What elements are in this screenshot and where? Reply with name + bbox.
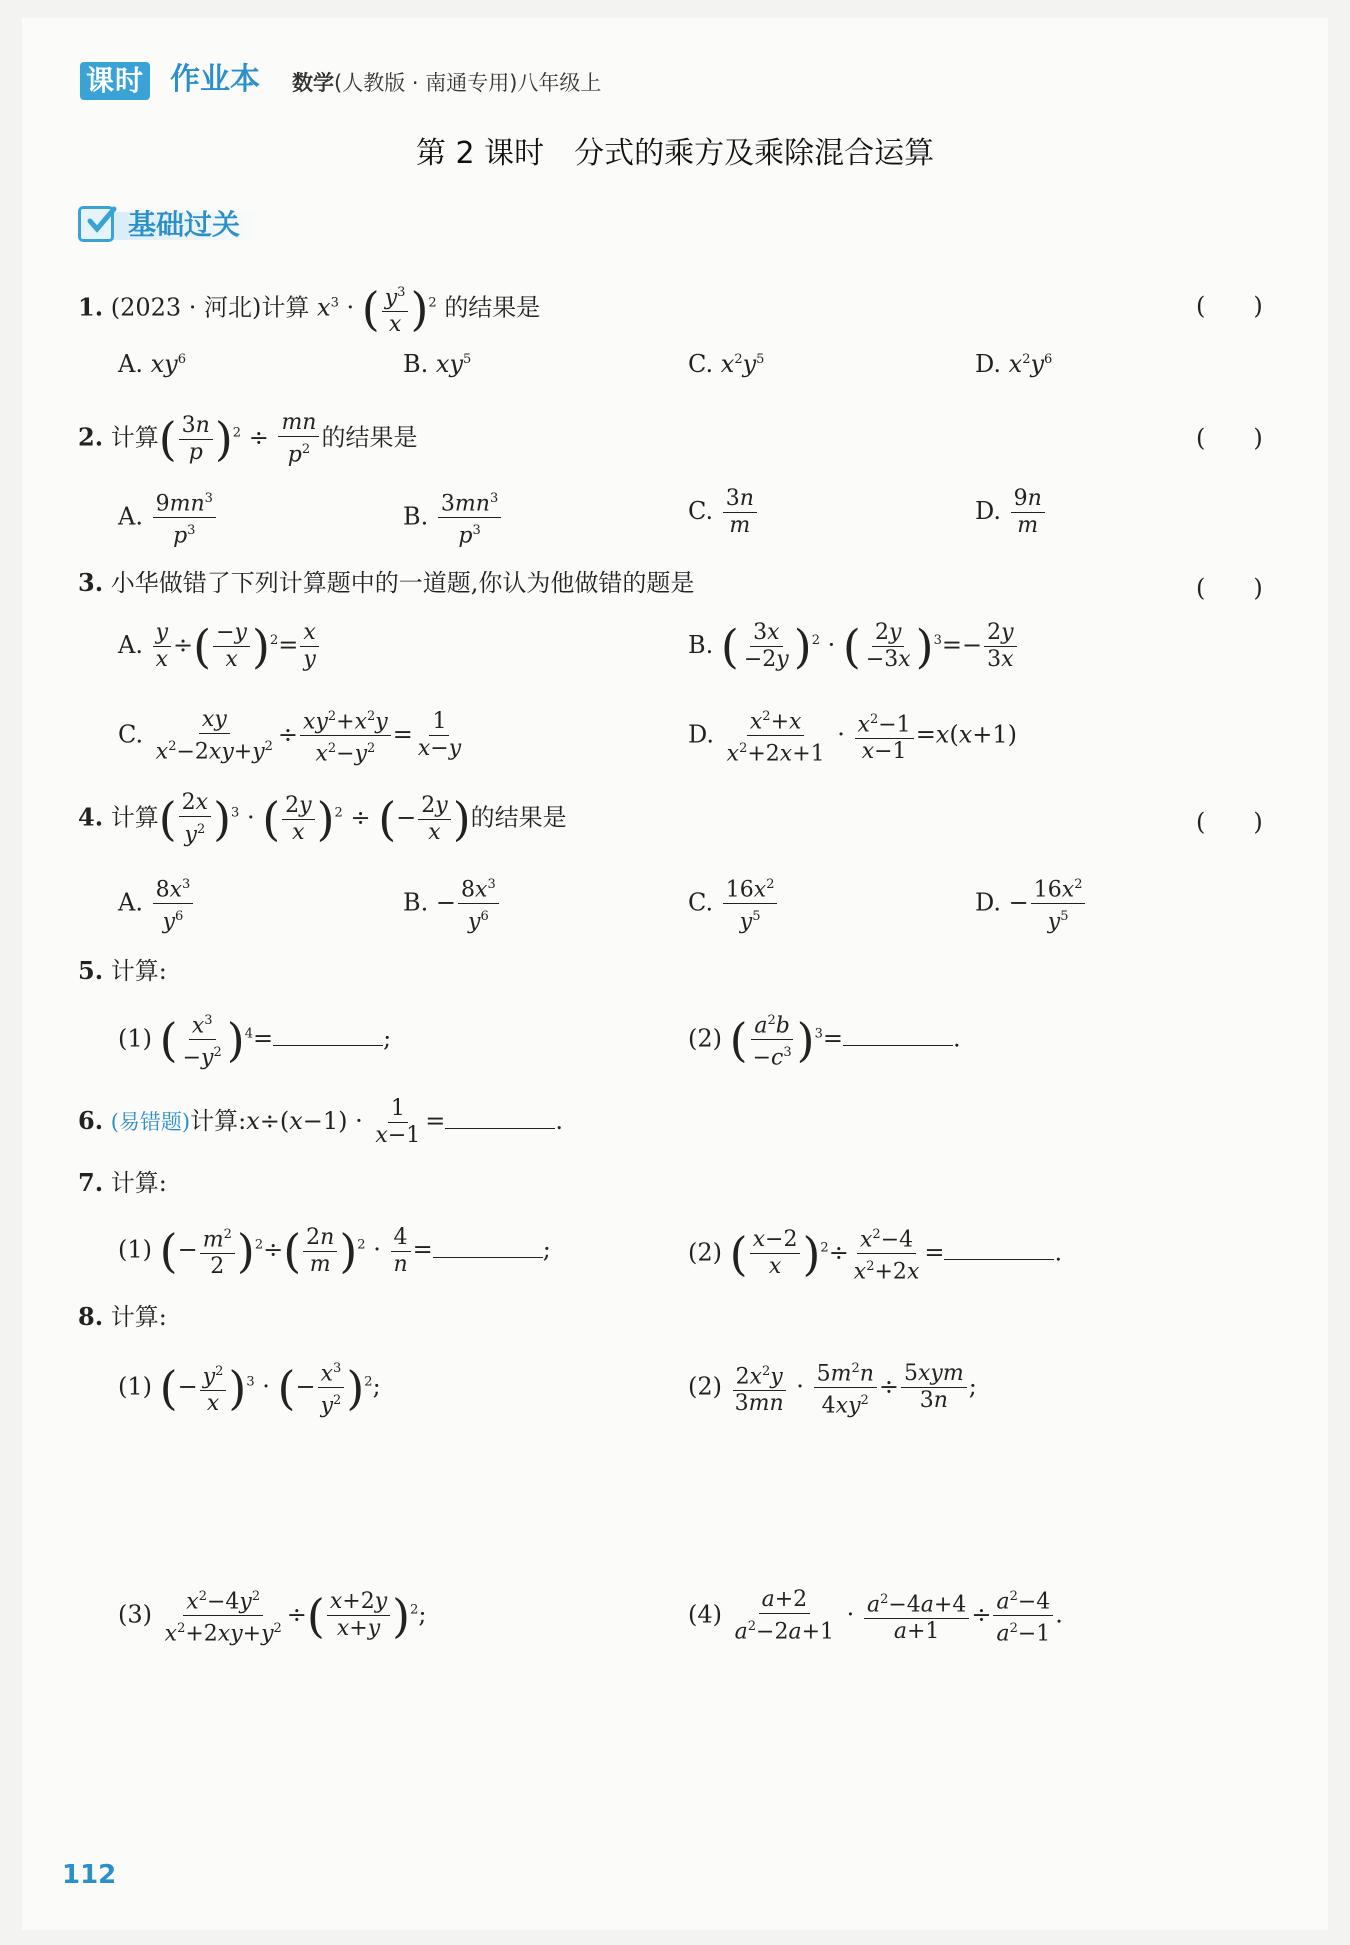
option-a[interactable]: A. $\frac{y}{x}$ ÷( $\frac{-y}{x}$ )$^2$= $\frac{x}{y}$ xyxy=(118,620,321,673)
subquestion-5-2: (2) ( $\frac{a^2b}{-c^3}$ )$^3$= . xyxy=(688,1008,961,1072)
subquestion-8-4: (4) $\frac{a+2}{a^2-2a+1}$ · $\frac{a^2-4a+4}{a+1}$ ÷ $\frac{a^2-4}{a^2-1}$ . xyxy=(688,1584,1063,1648)
option-a[interactable]: A. $\frac{8x^3}{y^6}$ xyxy=(118,872,195,936)
question-6: 6. (易错题)计算:x÷(x−1) · $\frac{1}{x-1}$ = . xyxy=(78,1096,564,1148)
subject-label: 数学 xyxy=(292,71,334,95)
book-subtitle xyxy=(292,68,601,98)
option-a[interactable]: A. $\frac{9mn^3}{p^3}$ xyxy=(118,486,218,550)
answer-blank[interactable] xyxy=(273,1021,383,1046)
answer-blank[interactable] xyxy=(843,1021,953,1046)
brand-badge: 课时 xyxy=(80,62,150,100)
answer-paren[interactable]: ( ) xyxy=(1196,424,1263,452)
option-d[interactable]: D. $\frac{x^2+x}{x^2+2x+1}$ · $\frac{x^2-1}{x-1}$ =x(x+1) xyxy=(688,704,1017,768)
option-c[interactable]: C. $\frac{xy}{x^2-2xy+y^2}$ ÷ $\frac{xy^2+x^2y}{x^2-y^2}$ = $\frac{1}{x-y}$ xyxy=(118,704,466,768)
checkbox-icon xyxy=(78,206,114,242)
option-b[interactable]: B. $\frac{3mn^3}{p^3}$ xyxy=(403,486,503,550)
subquestion-8-2: (2) $\frac{2x^2y}{3mn}$ · $\frac{5m^2n}{4xy^2}$ ÷ $\frac{\text{5xym}}{3n}$ ; xyxy=(688,1356,977,1420)
subquestion-7-2: (2) ( $\frac{x-2}{x}$ )$^2$÷ $\frac{x^2-4}{x^2+2x}$ = . xyxy=(688,1222,1062,1286)
question-2: 2. 计算( $\frac{3n}{p}$ )$^2$ ÷ $\frac{mn}{p^2}$ 的结果是 xyxy=(78,410,418,468)
question-4: 4. 计算( $\frac{2x}{y^2}$ )$^3$ · ( $\frac{2y}{x}$ )$^2$ ÷ (− $\frac{2y}{x}$ )的结果是 xyxy=(78,790,567,848)
lesson-title: 第 2 课时 分式的乘方及乘除混合运算 xyxy=(415,136,935,171)
subquestion-8-1: (1) (− $\frac{y^2}{x}$ )$^3$ · (− $\frac{x^3}{y^2}$ )$^2$; xyxy=(118,1356,381,1420)
option-c[interactable]: C. $x^2y^5$ xyxy=(688,350,765,378)
answer-blank[interactable] xyxy=(433,1233,543,1258)
section-title: 基础过关 xyxy=(128,208,241,241)
edition-label: (人教版 · 南通专用)八年级上 xyxy=(334,71,602,95)
option-a[interactable]: A. $xy^6$ xyxy=(118,350,186,378)
subquestion-5-1: (1) ( $\frac{x^3}{-y^2}$ )$^4$= ; xyxy=(118,1008,391,1072)
answer-blank[interactable] xyxy=(944,1235,1054,1260)
question-3: 3. 小华做错了下列计算题中的一道题,你认为他做错的题是 xyxy=(78,568,695,597)
answer-paren[interactable]: ( ) xyxy=(1196,292,1263,320)
option-b[interactable]: B. ( $\frac{3x}{-2y}$ )$^2$ · ( $\frac{2y}{-3x}$ )$^3$=− $\frac{2y}{3x}$ xyxy=(688,620,1019,673)
question-8: 8. 计算: xyxy=(78,1302,167,1331)
option-d[interactable]: D. − $\frac{16x^2}{y^5}$ xyxy=(975,872,1087,936)
brand-name: 作业本 xyxy=(170,62,260,97)
subquestion-7-1: (1) (− $\frac{m^2}{2}$ )$^2$÷( $\frac{2n}{m}$ )$^2$ · $\frac{4}{n}$ = ; xyxy=(118,1222,551,1280)
option-b[interactable]: B. − $\frac{8x^3}{y^6}$ xyxy=(403,872,501,936)
error-prone-tag: (易错题) xyxy=(110,1110,191,1134)
option-c[interactable]: C. $\frac{3n}{m}$ xyxy=(688,486,759,539)
option-d[interactable]: D. $x^2y^6$ xyxy=(975,350,1053,378)
question-source: (2023 · 河北)计算 xyxy=(110,293,310,322)
option-c[interactable]: C. $\frac{16x^2}{y^5}$ xyxy=(688,872,779,936)
question-number: 1. xyxy=(78,292,104,322)
option-b[interactable]: B. $xy^5$ xyxy=(403,350,472,378)
answer-blank[interactable] xyxy=(445,1104,555,1129)
answer-paren[interactable]: ( ) xyxy=(1196,808,1263,836)
question-5: 5. 计算: xyxy=(78,956,167,985)
page-number: 112 xyxy=(62,1860,117,1890)
question-1: 1. (2023 · 河北)计算 $x^3$ · ( $\frac{y^3}{x}$ )$^2$ 的结果是 xyxy=(78,280,540,338)
answer-paren[interactable]: ( ) xyxy=(1196,574,1263,602)
subquestion-8-3: (3) $\frac{x^2-4y^2}{x^2+2xy+y^2}$ ÷( $\frac{x+2y}{x+y}$ )$^2$; xyxy=(118,1584,426,1648)
option-d[interactable]: D. $\frac{9n}{m}$ xyxy=(975,486,1047,539)
question-tail: 的结果是 xyxy=(444,293,541,322)
question-7: 7. 计算: xyxy=(78,1168,167,1197)
